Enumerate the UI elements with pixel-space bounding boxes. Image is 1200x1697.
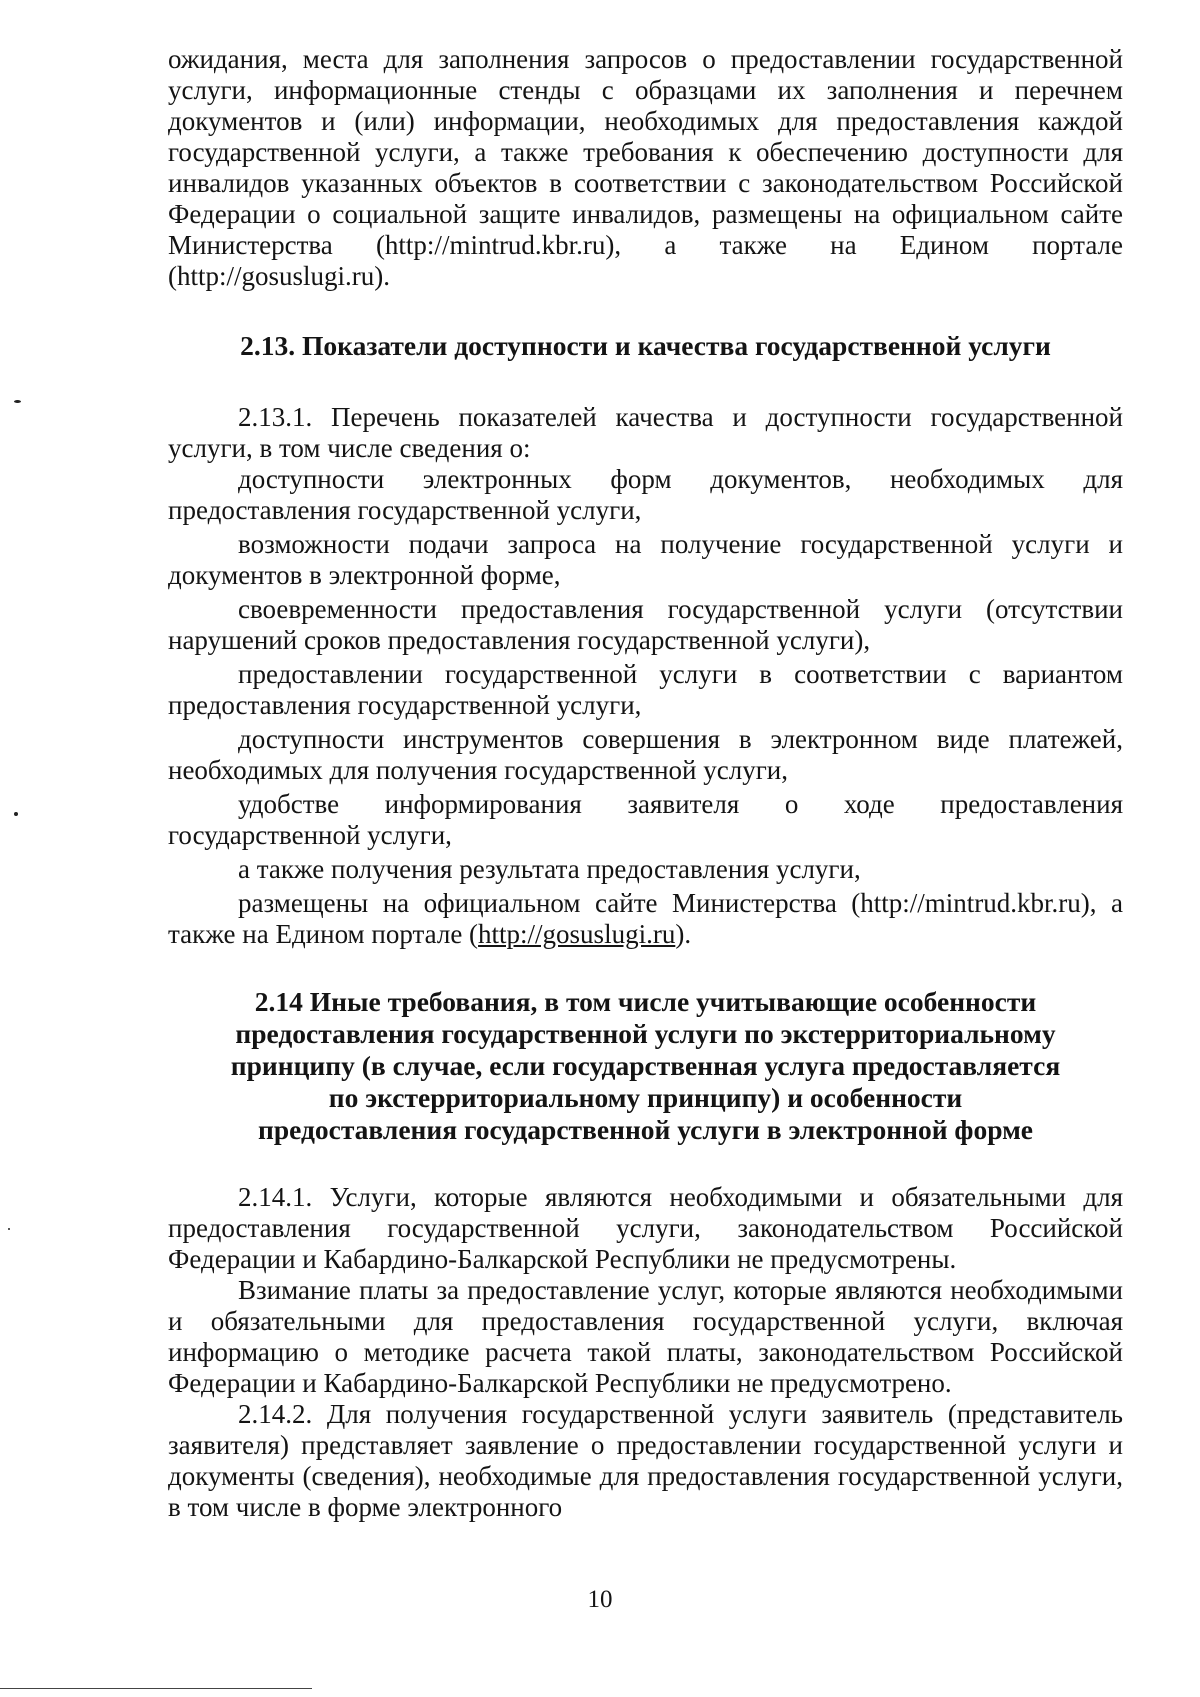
closing-end: ). bbox=[675, 919, 692, 949]
section-2-14-paragraph-3: 2.14.2. Для получения государственной услуги заявитель (представитель заявителя) представляет заявление о предоставлении государственной услуги и документы (сведения), необходимые для предоставления государственной услуги, в том числе в форме электронного bbox=[168, 1399, 1123, 1522]
section-2-14-paragraph-1: 2.14.1. Услуги, которые являются необходимыми и обязательными для предоставления государственной услуги, законодательством Российской Федерации и Кабардино-Балкарской Республики не предусмотрены. bbox=[168, 1182, 1123, 1274]
document-page bbox=[168, 44, 1123, 1523]
closing-text: размещены на официальном сайте Министерства (http://mintrud.kbr.ru), а также на Едином портале ( bbox=[168, 888, 1123, 949]
section-heading-2-13: 2.13. Показатели доступности и качества государственной услуги bbox=[240, 330, 1051, 361]
list-item: а также получения результата предоставления услуги, bbox=[238, 854, 861, 884]
page-number: 10 bbox=[587, 1586, 613, 1613]
scan-speck bbox=[8, 1228, 10, 1230]
list-item: своевременности предоставления государственной услуги (отсутствии нарушений сроков предоставления государственной услуги), bbox=[168, 594, 1123, 655]
list-item: доступности инструментов совершения в электронном виде платежей, необходимых для получения государственной услуги, bbox=[168, 724, 1123, 785]
section-2-13-closing bbox=[168, 888, 1123, 950]
section-2-13-intro: 2.13.1. Перечень показателей качества и доступности государственной услуги, в том числе сведения о: bbox=[168, 402, 1123, 463]
list-item: предоставлении государственной услуги в соответствии с вариантом предоставления государственной услуги, bbox=[168, 659, 1123, 720]
scan-speck bbox=[14, 812, 18, 816]
list-item: доступности электронных форм документов, необходимых для предоставления государственной услуги, bbox=[168, 464, 1123, 525]
scan-speck bbox=[14, 400, 21, 403]
gosuslugi-link[interactable]: http://gosuslugi.ru bbox=[478, 919, 676, 949]
section-heading-2-14: 2.14 Иные требования, в том числе учитывающие особенности предоставления государственной услуги по экстерриториальному принципу (в случае, если государственная услуга предоставляется по экстерриториальному принципу) и особенности предоставления государственной услуги в электронной форме bbox=[230, 986, 1061, 1145]
list-item: удобстве информирования заявителя о ходе предоставления государственной услуги, bbox=[168, 789, 1123, 850]
footer-rule bbox=[0, 1688, 312, 1689]
section-2-14-paragraph-2: Взимание платы за предоставление услуг, которые являются необходимыми и обязательными для предоставления государственной услуги, включая информацию о методике расчета такой платы, законодательством Российской Федерации и Кабардино-Балкарской Республики не предусмотрено. bbox=[168, 1275, 1123, 1398]
list-item: возможности подачи запроса на получение государственной услуги и документов в электронной форме, bbox=[168, 529, 1123, 590]
continuation-paragraph: ожидания, места для заполнения запросов о предоставлении государственной услуги, информационные стенды с образцами их заполнения и перечнем документов и (или) информации, необходимых для предоставления каждой государственной услуги, а также требования к обеспечению доступности для инвалидов указанных объектов в соответствии с законодательством Российской Федерации о социальной защите инвалидов, размещены на официальном сайте Министерства (http://mintrud.kbr.ru), а также на Едином портале (http://gosuslugi.ru). bbox=[168, 44, 1123, 291]
